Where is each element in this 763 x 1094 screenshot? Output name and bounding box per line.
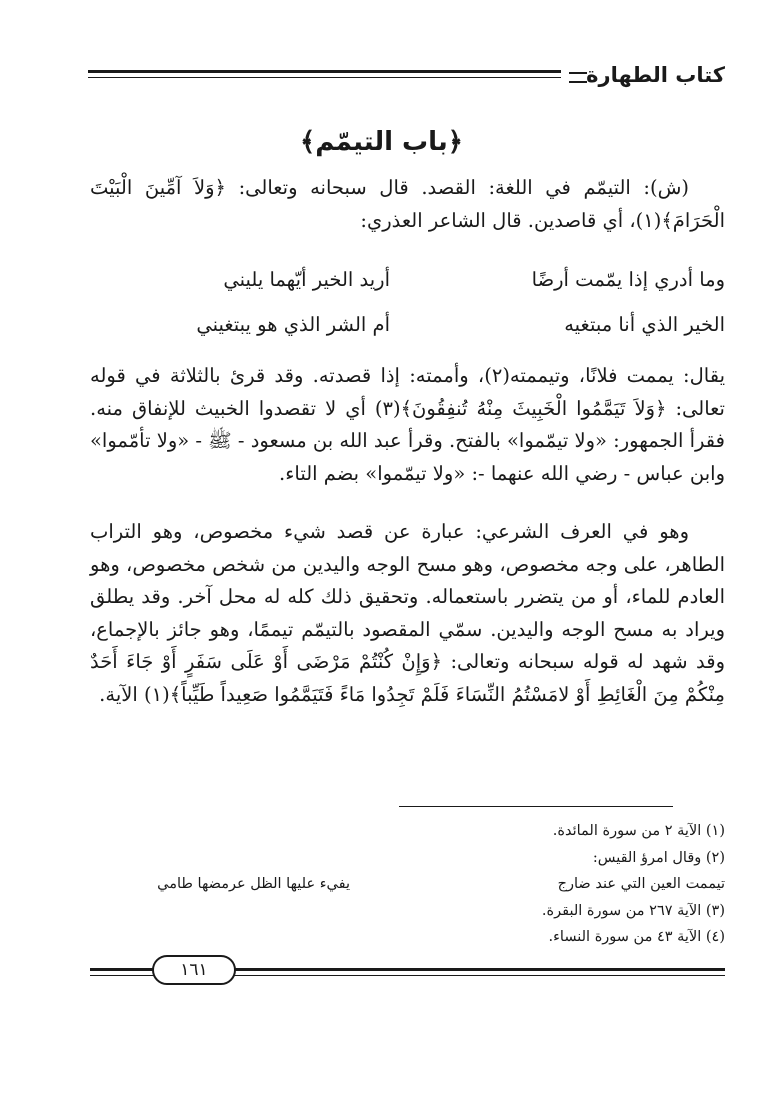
verse-2-first-hemistich: الخير الذي أنا مبتغيه xyxy=(564,313,725,336)
chapter-title: ﴿باب التيمّم﴾ xyxy=(300,127,463,157)
running-header xyxy=(88,60,725,94)
footnote-4: (٤) الآية ٤٣ من سورة النساء. xyxy=(548,929,725,945)
running-title: كتاب الطهارة xyxy=(586,63,725,87)
footnotes xyxy=(90,818,725,951)
paragraph-3: وهو في العرف الشرعي: عبارة عن قصد شيء مخصوص، وهو التراب الطاهر، على وجه مخصوص، وهو مسح الوجه واليدين من شخص مخصوص، وهو العادم للماء، أو من يتضرر باستعماله. وتحقيق ذلك كله له محل آخر. وقد يطلق ويراد به مسح الوجه واليدين. سمّي المقصود بالتيمّم تيممًا، وهو جائز بالإجماع، وقد شهد له قوله سبحانه وتعالى: ﴿وَإِنْ كُنْتُمْ مَرْضَى أَوْ عَلَى سَفَرٍ أَوْ جَاءَ أَحَدٌ مِنْكُمْ مِنَ الْغَائِطِ أَوْ لامَسْتُمُ النِّسَاءَ فَلَمْ تَجِدُوا مَاءً فَتَيَمَّمُوا صَعِيداً طَيِّباً﴾(١) الآية. xyxy=(90,520,725,706)
footnote-separator xyxy=(399,806,673,807)
page-number: ١٦١ xyxy=(152,955,236,985)
paragraph-1: (ش): التيمّم في اللغة: القصد. قال سبحانه وتعالى: ﴿وَلاَ آمِّينَ الْبَيْتَ الْحَرَامَ﴾(١)، أي قاصدين. قال الشاعر العذري: xyxy=(90,176,725,232)
header-double-bar xyxy=(569,72,587,83)
footnote-2: (٢) وقال امرؤ القيس: xyxy=(592,849,725,866)
footnote-2-verse xyxy=(90,871,725,898)
footer-rule-right xyxy=(230,968,725,976)
poem-verse-2 xyxy=(90,305,725,345)
footnote-3: (٣) الآية ٢٦٧ من سورة البقرة. xyxy=(541,902,725,919)
footer-rule-left xyxy=(90,968,160,976)
header-rule xyxy=(88,70,561,78)
footnote-1: (١) الآية ٢ من سورة المائدة. xyxy=(552,823,725,839)
footnote-verse-first-hemistich: تيممت العين التي عند ضارج xyxy=(557,876,725,892)
paragraph-2: يقال: يممت فلانًا، وتيممته(٢)، وأممته: إذا قصدته. وقد قرئ بالثلاثة في قوله تعالى: ﴿وَلاَ تَيَمَّمُوا الْخَبِيثَ مِنْهُ تُنفِقُونَ﴾(٣) أي لا تقصدوا الخبيث للإنفاق منه. فقرأ الجمهور: «ولا تيمّموا» بالفتح. وقرأ عبد الله بن مسعود - ﷺ - «ولا تأمّموا» وابن عباس - رضي الله عنهما -: «ولا تيمّموا» بضم التاء. xyxy=(90,364,725,485)
verse-2-second-hemistich: أم الشر الذي هو يبتغيني xyxy=(196,313,390,336)
poem-verse-1 xyxy=(90,260,725,300)
verse-1-first-hemistich: وما أدري إذا يمّمت أرضًا xyxy=(531,268,725,291)
footnote-verse-second-hemistich: يفيء عليها الظل عرمضها طامي xyxy=(157,876,350,892)
verse-1-second-hemistich: أريد الخير أيّهما يليني xyxy=(223,268,390,291)
